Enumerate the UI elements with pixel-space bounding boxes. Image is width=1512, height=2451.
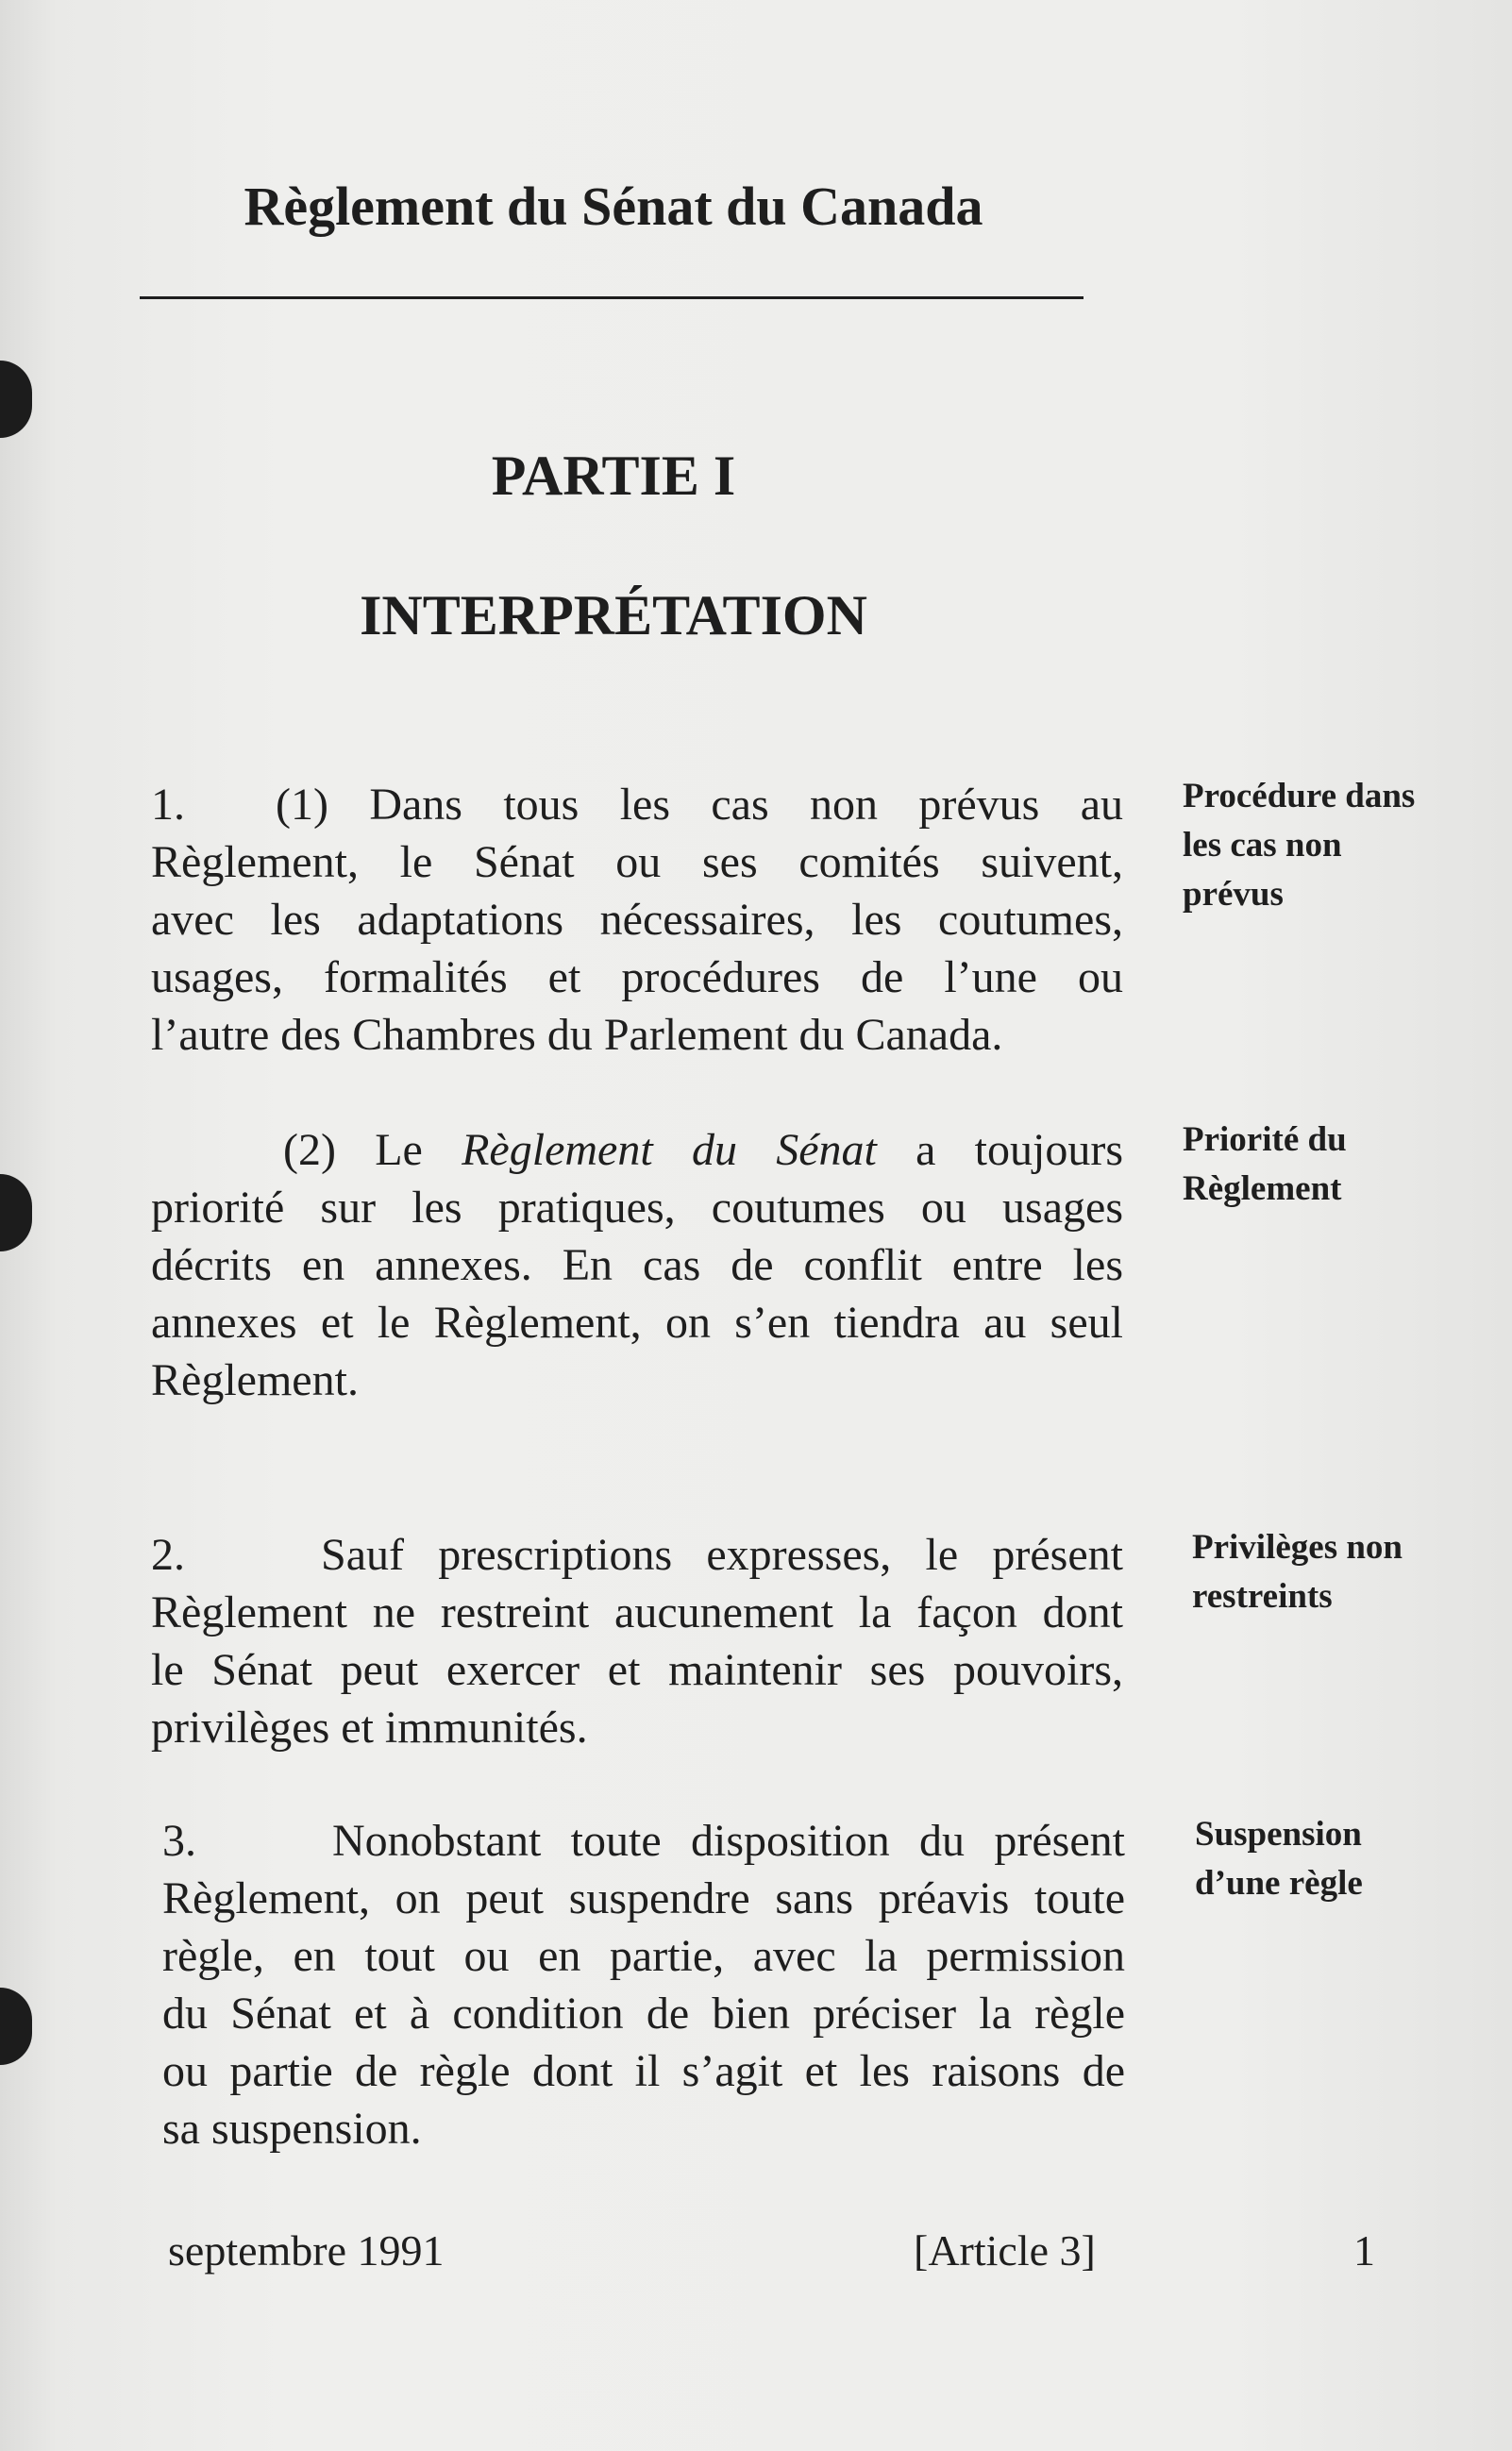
paragraph-line: Règlement ne restreint aucunement la façon dont [151, 1587, 1123, 1637]
binder-hole-middle [0, 1174, 32, 1251]
paragraph-text: (2) Le [283, 1125, 462, 1175]
paragraph-line: annexes et le Règlement, on s’en tiendra au seul [151, 1298, 1123, 1348]
margin-note-priority [1183, 1116, 1494, 1214]
margin-note-privileges [1192, 1523, 1504, 1621]
margin-note-line: Procédure dans [1183, 777, 1416, 815]
margin-note-line: les cas non [1183, 826, 1342, 865]
paragraph-line: usages, formalités et procédures de l’une ou [151, 952, 1123, 1002]
margin-note-line: Suspension [1195, 1815, 1362, 1854]
document-title: Règlement du Sénat du Canada [244, 176, 983, 237]
paragraph-line: sa suspension. [162, 2104, 422, 2154]
margin-note-line: restreints [1192, 1577, 1333, 1616]
binder-hole-bottom [0, 1988, 32, 2065]
paragraph-line: le Sénat peut exercer et maintenir ses pouvoirs, [151, 1645, 1123, 1695]
margin-note-line: d’une règle [1195, 1864, 1363, 1903]
margin-note-line: Priorité du [1183, 1120, 1347, 1159]
paragraph-3 [162, 1812, 1125, 2157]
paragraph-line: décrits en annexes. En cas de conflit entre les [151, 1240, 1123, 1290]
margin-note-line: prévus [1183, 875, 1284, 914]
paragraph-line: Règlement. [151, 1355, 359, 1405]
rule-book-title: Règlement du Sénat [462, 1125, 877, 1175]
paragraph-line: du Sénat et à condition de bien préciser la règle [162, 1989, 1125, 2039]
paragraph-line-first [151, 1121, 1123, 1179]
paragraph-line: priorité sur les pratiques, coutumes ou usages [151, 1183, 1123, 1233]
paragraph-line: 1. (1) Dans tous les cas non prévus au [151, 780, 1123, 830]
margin-note-suspension [1195, 1810, 1506, 1908]
paragraph-line: Règlement, on peut suspendre sans préavis toute [162, 1873, 1125, 1923]
paragraph-1-2 [151, 1121, 1123, 1409]
paragraph-2 [151, 1526, 1123, 1756]
paragraph-line: 2. Sauf prescriptions expresses, le présent [151, 1530, 1123, 1580]
paragraph-text: a toujours [876, 1125, 1123, 1175]
paragraph-line: ou partie de règle dont il s’agit et les raisons de [162, 2046, 1125, 2096]
footer-date: septembre 1991 [168, 2226, 445, 2275]
paragraph-line: règle, en tout ou en partie, avec la permission [162, 1931, 1125, 1981]
part-heading: PARTIE I [491, 445, 736, 507]
paragraph-1-1 [151, 776, 1123, 1064]
paragraph-line: avec les adaptations nécessaires, les coutumes, [151, 895, 1123, 945]
paragraph-line: l’autre des Chambres du Parlement du Canada. [151, 1010, 1003, 1060]
margin-note-procedure [1183, 772, 1494, 919]
section-heading: INTERPRÉTATION [360, 584, 867, 646]
margin-note-line: Privilèges non [1192, 1528, 1403, 1567]
title-rule [140, 296, 1084, 299]
page-number: 1 [1353, 2226, 1375, 2275]
footer-article: [Article 3] [914, 2226, 1096, 2275]
paragraph-line: Règlement, le Sénat ou ses comités suivent, [151, 837, 1123, 887]
paragraph-line: privilèges et immunités. [151, 1703, 588, 1753]
margin-note-line: Règlement [1183, 1169, 1342, 1208]
binder-hole-top [0, 361, 32, 438]
paragraph-line: 3. Nonobstant toute disposition du présent [162, 1816, 1125, 1866]
